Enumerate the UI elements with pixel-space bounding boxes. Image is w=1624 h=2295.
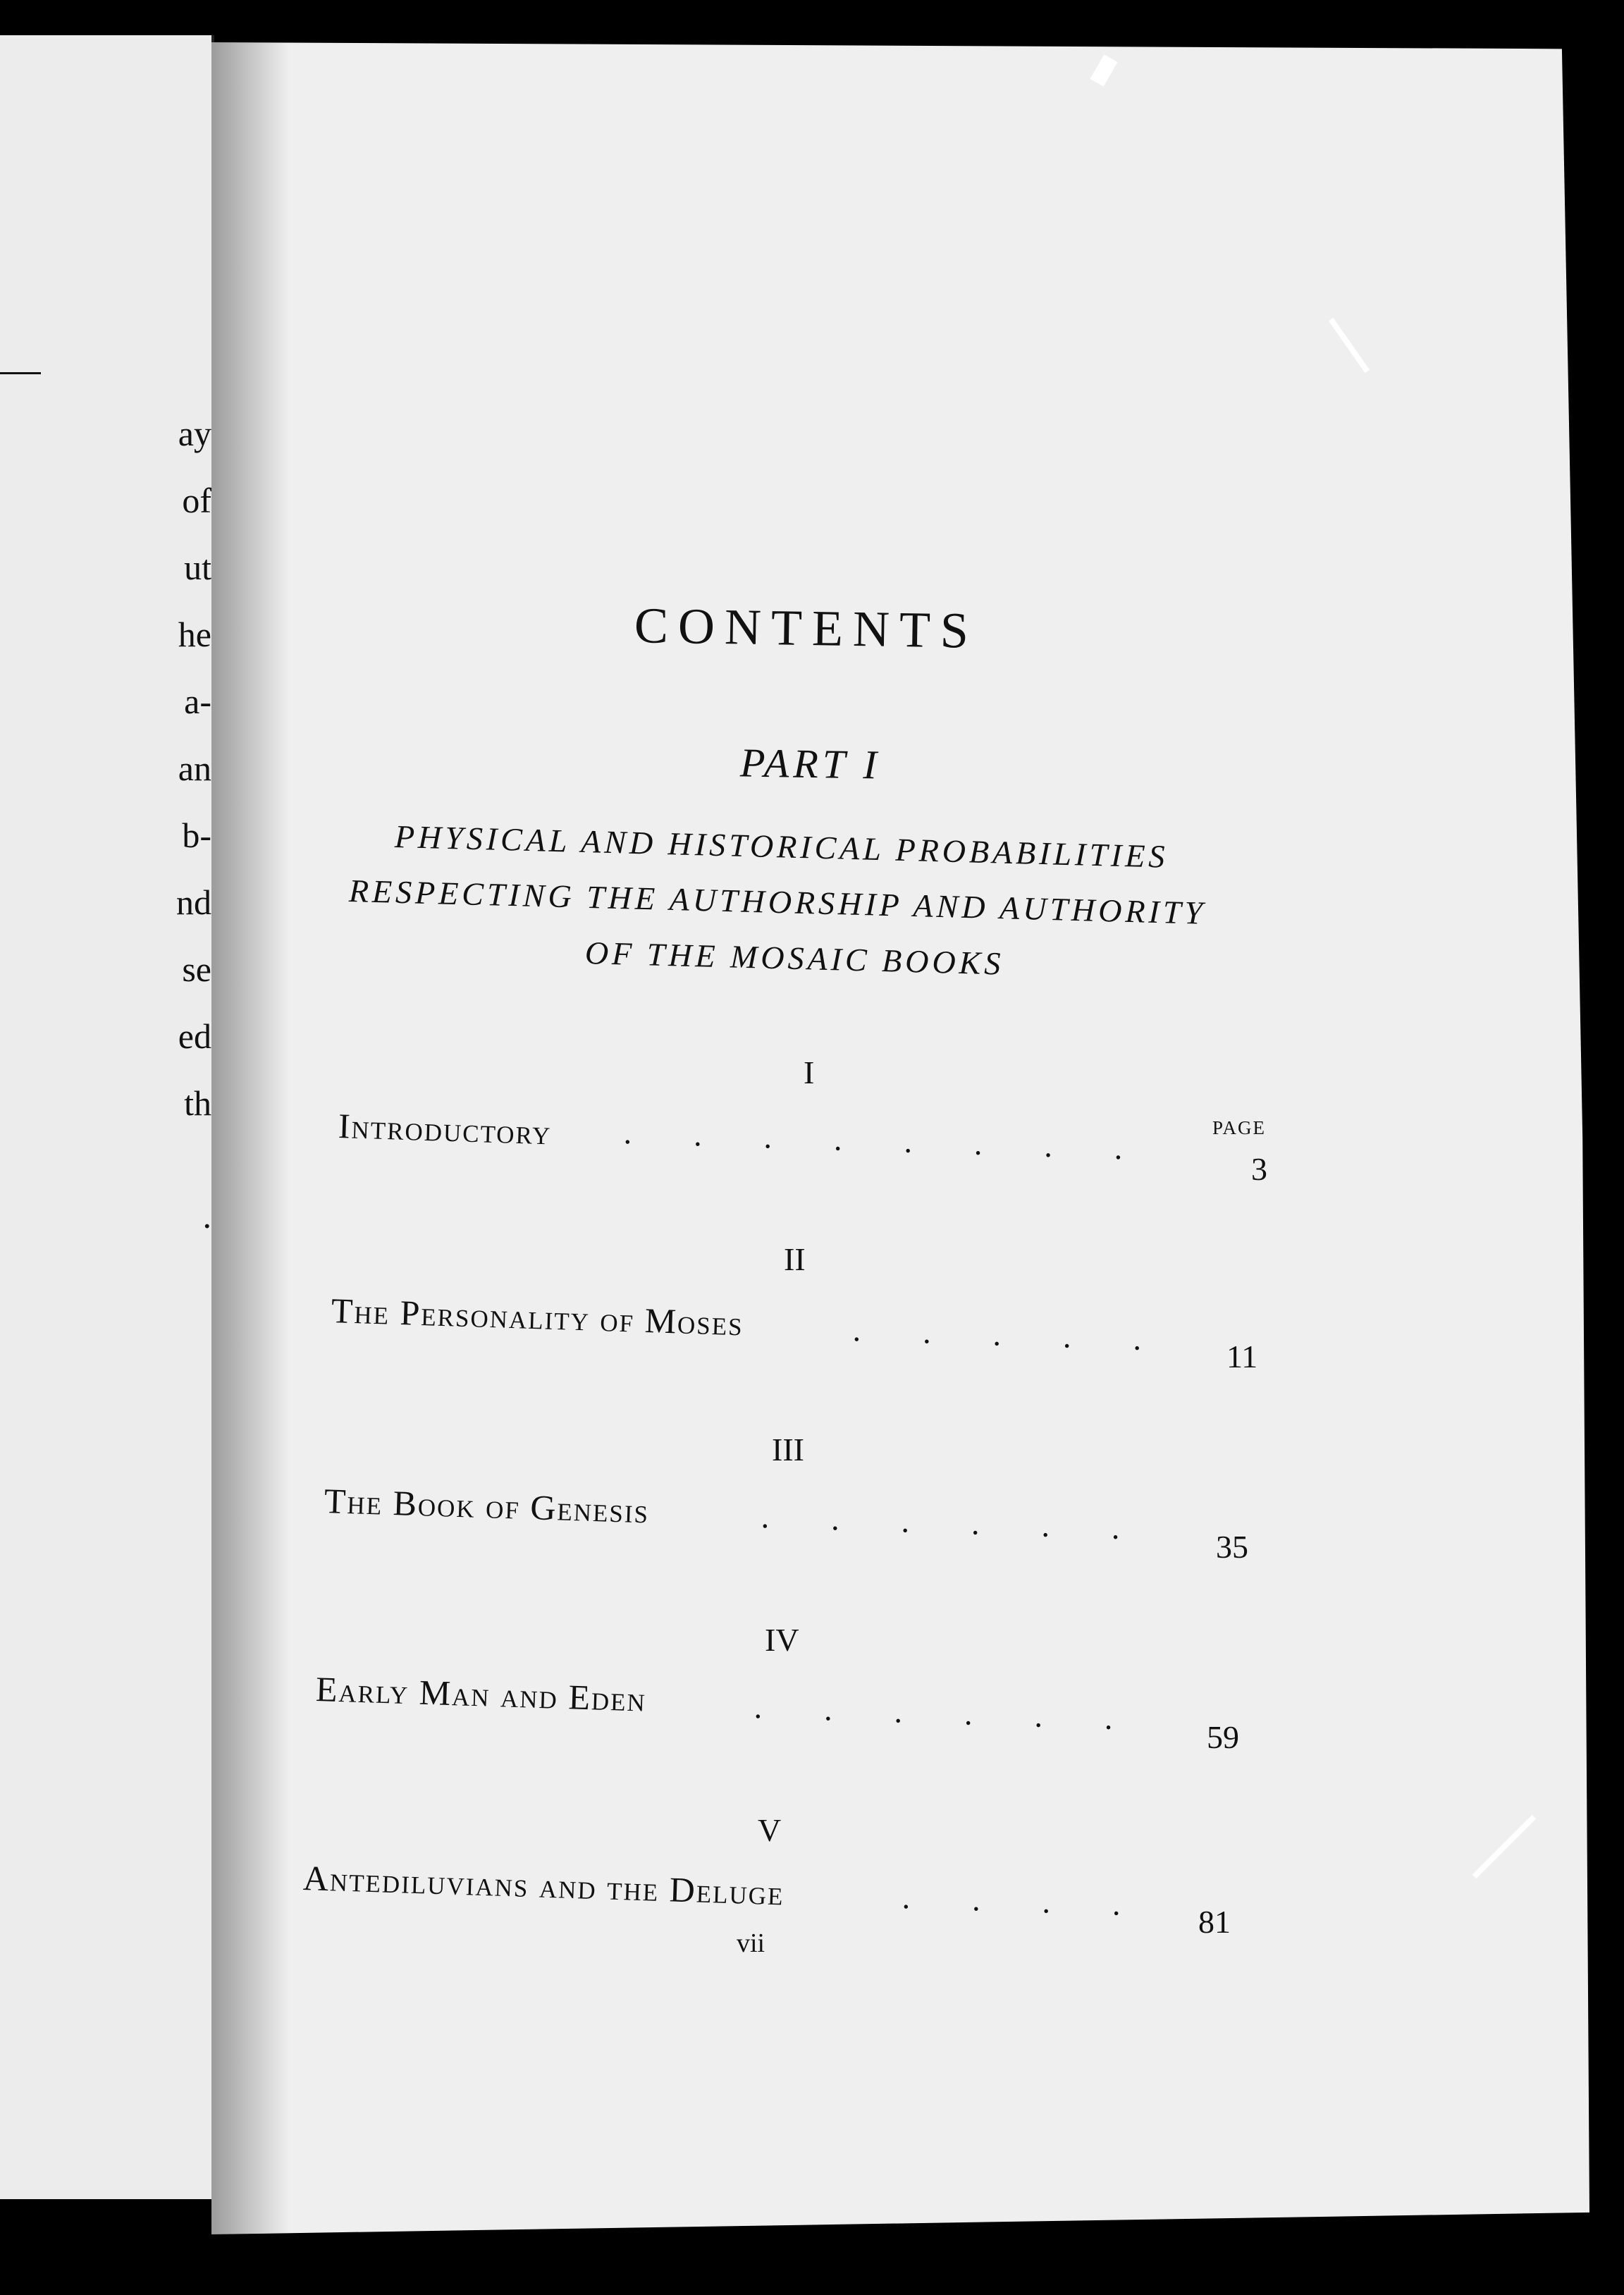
chapter-title: The Book of Genesis — [324, 1481, 651, 1531]
left-line-fragment: se — [182, 949, 211, 989]
left-line-fragment: ed — [178, 1016, 211, 1056]
chapter-number: I — [804, 1054, 815, 1090]
left-line-fragment: b- — [182, 816, 211, 855]
chapter-title: Antediluvians and the Deluge — [302, 1858, 785, 1913]
left-line-fragment: of — [182, 481, 211, 520]
part-subtitle-line: RESPECTING THE AUTHORSHIP AND AUTHORITY — [348, 873, 1207, 931]
leader-dots: ........ — [623, 1114, 1186, 1168]
left-line-fragment: an — [178, 749, 211, 788]
left-page-rule — [0, 372, 41, 374]
chapter-page: 81 — [1198, 1904, 1231, 1940]
left-line-fragment: a- — [184, 682, 211, 721]
leader-dots: .... — [902, 1879, 1183, 1924]
chapter-number: V — [758, 1812, 782, 1848]
left-line-fragment: . — [202, 1196, 211, 1236]
left-line-fragment: th — [184, 1083, 211, 1123]
page-shadow — [211, 42, 289, 2234]
part-subtitle-line: OF THE MOSAIC BOOKS — [584, 935, 1005, 982]
left-line-fragment: nd — [176, 882, 211, 922]
left-line-fragment: ay — [178, 414, 211, 453]
chapter-page: 35 — [1216, 1529, 1248, 1565]
chapter-number: II — [784, 1241, 806, 1277]
leader-dots: ...... — [761, 1499, 1183, 1548]
part-subtitle-line: PHYSICAL AND HISTORICAL PROBABILITIES — [394, 818, 1169, 875]
part-heading: PART I — [739, 739, 882, 788]
chapter-page: 11 — [1226, 1339, 1258, 1374]
chapter-title: The Personality of Moses — [331, 1291, 744, 1343]
chapter-page: 3 — [1251, 1151, 1267, 1187]
leader-dots: ...... — [753, 1689, 1176, 1738]
left-line-fragment: he — [178, 615, 211, 654]
leader-dots: ..... — [852, 1312, 1205, 1359]
left-line-fragment: ut — [184, 548, 211, 587]
page-folio: vii — [737, 1928, 765, 1958]
previous-page — [0, 35, 214, 2199]
contents-heading: CONTENTS — [634, 597, 979, 659]
chapter-page: 59 — [1207, 1719, 1239, 1755]
page-column-header: PAGE — [1212, 1117, 1267, 1138]
chapter-title: Early Man and Eden — [315, 1669, 647, 1719]
chapter-title: Introductory — [338, 1106, 553, 1152]
chapter-number: III — [772, 1432, 804, 1468]
chapter-number: IV — [765, 1622, 799, 1658]
